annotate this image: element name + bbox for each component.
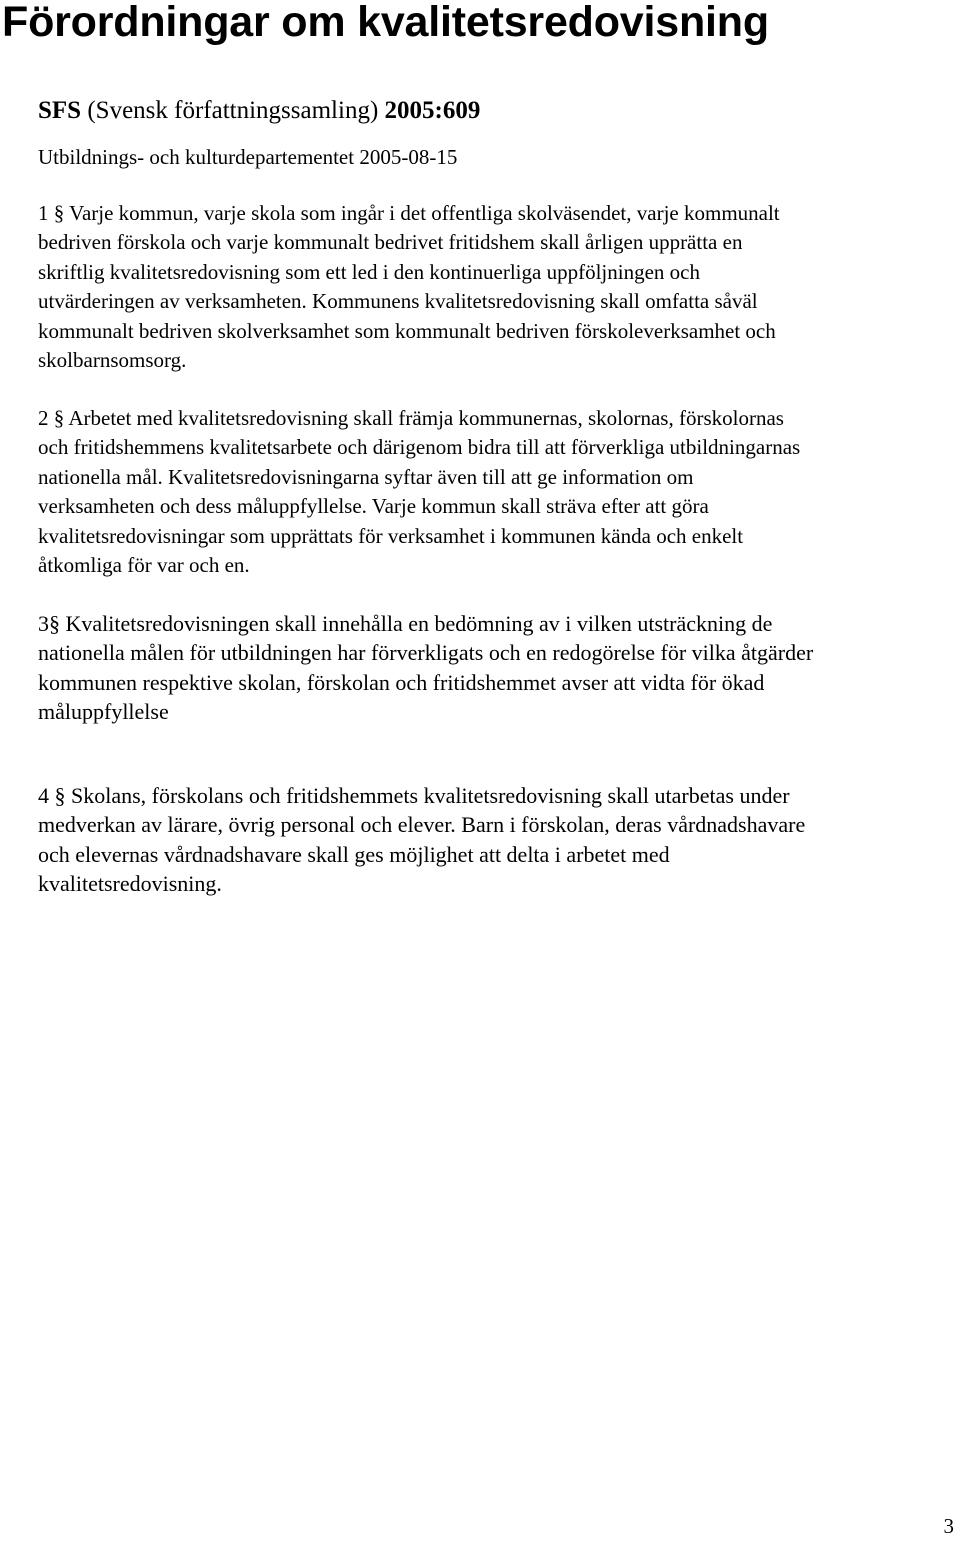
sfs-number: 2005:609 bbox=[384, 97, 481, 124]
paragraph-line: skolbarnsomsorg. bbox=[38, 348, 187, 373]
section-paragraph-2 bbox=[38, 404, 958, 580]
paragraph-line: 3§ Kvalitetsredovisningen skall innehålla en bedömning av i vilken utsträckning de bbox=[38, 611, 773, 636]
sfs-collection-name: (Svensk författningssamling) bbox=[81, 97, 385, 124]
paragraph-line: åtkomliga för var och en. bbox=[38, 553, 250, 578]
paragraph-line: 4 § Skolans, förskolans och fritidshemmets kvalitetsredovisning skall utarbetas under bbox=[38, 783, 790, 808]
paragraph-line: utvärderingen av verksamheten. Kommunens kvalitetsredovisning skall omfatta såväl bbox=[38, 289, 758, 314]
section-paragraph-1 bbox=[38, 199, 958, 375]
paragraph-line: nationella mål. Kvalitetsredovisningarna syftar även till att ge information om bbox=[38, 464, 694, 489]
paragraph-line: kvalitetsredovisning. bbox=[38, 871, 222, 897]
document-title: Förordningar om kvalitetsredovisning bbox=[2, 0, 769, 46]
paragraph-line: 2 § Arbetet med kvalitetsredovisning skall främja kommunernas, skolornas, förskolornas bbox=[38, 406, 784, 430]
department-date: Utbildnings- och kulturdepartementet 2005-08-15 bbox=[38, 145, 458, 169]
paragraph-line: kommunen respektive skolan, förskolan och fritidshemmet avser att vidta för ökad bbox=[38, 669, 765, 695]
section-paragraph-3 bbox=[38, 609, 958, 727]
paragraph-line: nationella målen för utbildningen har förverkligats och en redogörelse för vilka åtgärder bbox=[38, 640, 814, 666]
page-number: 3 bbox=[943, 1514, 954, 1538]
paragraph-line: måluppfyllelse bbox=[38, 699, 169, 725]
sfs-label: SFS bbox=[38, 97, 82, 124]
section-paragraph-4 bbox=[38, 781, 958, 899]
paragraph-line: verksamheten och dess måluppfyllelse. Varje kommun skall sträva efter att göra bbox=[38, 494, 709, 519]
sfs-reference bbox=[38, 96, 480, 126]
paragraph-line: kommunalt bedriven skolverksamhet som kommunalt bedriven förskoleverksamhet och bbox=[38, 318, 776, 343]
paragraph-line: medverkan av lärare, övrig personal och elever. Barn i förskolan, deras vårdnadshavare bbox=[38, 812, 806, 838]
paragraph-line: skriftlig kvalitetsredovisning som ett led i den kontinuerliga uppföljningen och bbox=[38, 259, 700, 284]
paragraph-line: bedriven förskola och varje kommunalt bedrivet fritidshem skall årligen upprätta en bbox=[38, 230, 743, 255]
paragraph-line: kvalitetsredovisningar som upprättats för verksamhet i kommunen kända och enkelt bbox=[38, 523, 744, 548]
paragraph-line: och elevernas vårdnadshavare skall ges möjlighet att delta i arbetet med bbox=[38, 841, 670, 867]
paragraph-line: och fritidshemmens kvalitetsarbete och därigenom bidra till att förverkliga utbildningarnas bbox=[38, 435, 801, 460]
paragraph-line: 1 § Varje kommun, varje skola som ingår i det offentliga skolväsendet, varje kommunalt bbox=[38, 201, 780, 225]
